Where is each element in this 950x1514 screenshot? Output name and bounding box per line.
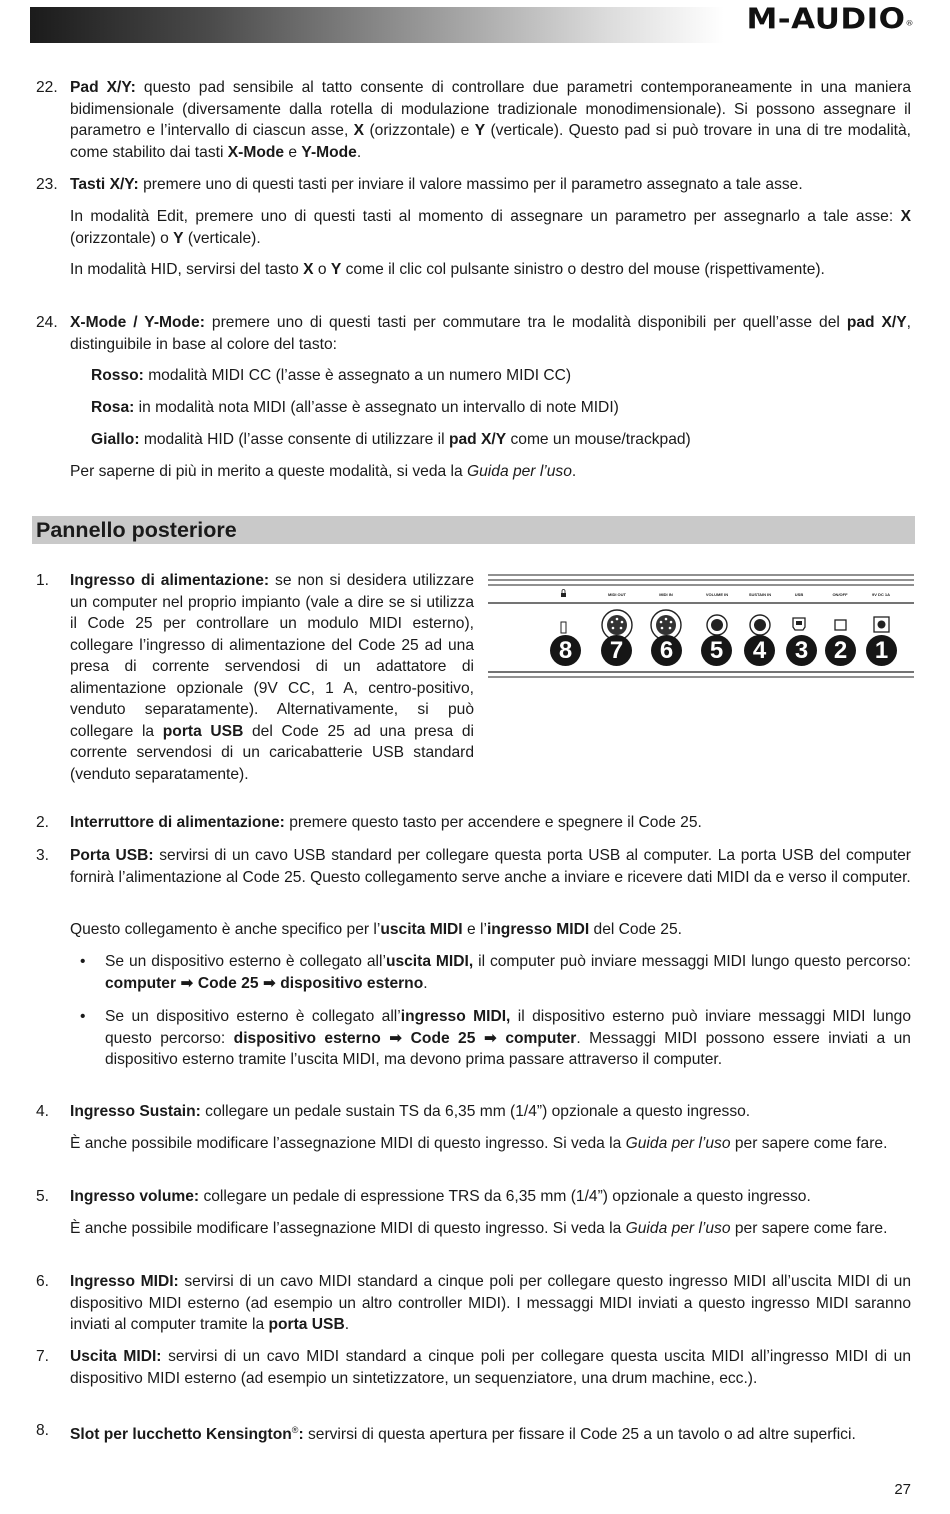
mode-giallo: Giallo: modalità HID (l’asse consente di utilizzare il pad X/Y come un mouse/trackpad) (91, 431, 691, 448)
callout-badge-4: 4 (744, 635, 775, 666)
label-dc: 9V DC 1A (871, 592, 891, 597)
label-on-off: ON/OFF (832, 592, 848, 597)
item-number: 2. (36, 814, 50, 831)
dc-jack (874, 617, 889, 632)
arrow-icon: ➡ (389, 1029, 403, 1047)
bullet: • (80, 953, 86, 970)
callout-badge-8: 8 (550, 635, 581, 666)
item-number: 1. (36, 572, 50, 589)
callout-badge-3: 3 (786, 635, 817, 666)
rear-4-paragraph: È anche possibile modificare l’assegnazione MIDI di questo ingresso. Si veda la Guida per l’uso per sapere come fare. (70, 1135, 888, 1152)
label-volume-in: VOLUME IN (705, 592, 729, 597)
item-number: 23. (36, 176, 58, 193)
label-midi-in: MIDI IN (659, 592, 673, 597)
item-24-more: Per saperne di più in merito a queste modalità, si veda la Guida per l’uso. (70, 463, 577, 480)
item-23-paragraph: In modalità Edit, premere uno di questi tasti al momento di assegnare un parametro per assegnarlo a tale asse: X (orizzontale) o Y (verticale). (70, 208, 911, 247)
item-number: 22. (36, 79, 58, 96)
label-sustain-in: SUSTAIN IN (748, 592, 772, 597)
item-24-text: X-Mode / Y-Mode: premere uno di questi tasti per commutare tra le modalità disponibili per quell’asse del pad X/Y, distinguibile in base al colore del tasto: (70, 314, 911, 353)
rear-6-text: Ingresso MIDI: servirsi di un cavo MIDI standard a cinque poli per collegare questo ingresso MIDI all’uscita MIDI di un dispositivo MIDI esterno (ad esempio un altro controller MIDI). I messaggi MIDI inviati a questo ingresso MIDI saranno inviati al computer tramite la porta USB. (70, 1273, 911, 1333)
item-number: 4. (36, 1103, 50, 1120)
item-number: 8. (36, 1422, 50, 1439)
callout-badge-5: 5 (701, 635, 732, 666)
item-number: 3. (36, 847, 50, 864)
section-title: Pannello posteriore (36, 518, 237, 542)
label-usb: USB (794, 592, 804, 597)
brand-logo: M-AUDIO® (746, 2, 914, 36)
item-number: 6. (36, 1273, 50, 1290)
item-number: 7. (36, 1348, 50, 1365)
mode-rosso: Rosso: modalità MIDI CC (l’asse è assegnato a un numero MIDI CC) (91, 367, 572, 384)
rear-3-paragraph: Questo collegamento è anche specifico per l’uscita MIDI e l’ingresso MIDI del Code 25. (70, 921, 682, 938)
item-23-paragraph: In modalità HID, servirsi del tasto X o Y come il clic col pulsante sinistro o destro del mouse (rispettivamente). (70, 261, 825, 278)
sustain-jack (750, 615, 770, 635)
callout-badge-1: 1 (866, 635, 897, 666)
lock-icon (561, 590, 566, 598)
arrow-icon: ➡ (180, 974, 194, 992)
rear-2-text: Interruttore di alimentazione: premere questo tasto per accendere e spegnere il Code 25. (70, 814, 702, 831)
rear-1-text: Ingresso di alimentazione: se non si desidera utilizzare un computer nel proprio impianto (vale a dire se si utilizza il Code 25 per controllare un modulo MIDI esterno), collegare l’ingresso di alimentazione del Code 25 ad una presa di corrente servendosi di un adattatore di alimentazione opzionale (9V CC, 1 A, centro-positivo, venduto separatamente). Alternativamente, si può collegare la porta USB del Code 25 ad una presa di corrente servendosi di un caricabatterie USB standard (venduto separatamente). (70, 572, 474, 783)
rear-8-text: Slot per lucchetto Kensington®: servirsi di questa apertura per fissare il Code 25 a un tavolo o ad altre superfici. (70, 1425, 856, 1444)
label-midi-out: MIDI OUT (608, 592, 626, 597)
usb-port (793, 618, 805, 630)
bullet: • (80, 1008, 86, 1025)
arrow-icon: ➡ (483, 1029, 497, 1047)
item-22-text: Pad X/Y: questo pad sensibile al tatto consente di controllare due parametri contemporaneamente in una maniera bidimensionale (diversamente dalla rotella di modulazione tradizionale monodimensionale). Si possono assegnare il parametro e l’intervallo di ciascun asse, X (orizzontale) e Y (verticale). Questo pad si può trovare in una di tre modalità, come stabilito dai tasti X-Mode e Y-Mode. (70, 79, 911, 161)
volume-jack (707, 615, 727, 635)
page-number: 27 (894, 1481, 911, 1498)
rear-3-bullet-2: Se un dispositivo esterno è collegato all’ingresso MIDI, il dispositivo esterno può inviare messaggi MIDI lungo questo percorso: dispositivo esterno ➡ Code 25 ➡ computer. Messaggi MIDI possono essere inviati a un dispositivo esterno tramite l’uscita MIDI, ma devono prima passare attraverso il computer. (105, 1008, 912, 1068)
arrow-icon: ➡ (262, 974, 276, 992)
item-number: 24. (36, 314, 58, 331)
item-23-text: Tasti X/Y: premere uno di questi tasti per inviare il valore massimo per il parametro assegnato a tale asse. (70, 176, 803, 193)
callout-badge-2: 2 (825, 635, 856, 666)
callout-badge-6: 6 (651, 635, 682, 666)
rear-5-text: Ingresso volume: collegare un pedale di espressione TRS da 6,35 mm (1/4”) opzionale a questo ingresso. (70, 1188, 811, 1205)
item-number: 5. (36, 1188, 50, 1205)
power-switch (835, 620, 846, 630)
rear-panel-illustration (488, 572, 914, 682)
rear-3-bullet-1: Se un dispositivo esterno è collegato all’uscita MIDI, il computer può inviare messaggi MIDI lungo questo percorso: computer ➡ Code 25 ➡ dispositivo esterno. (105, 953, 912, 992)
rear-4-text: Ingresso Sustain: collegare un pedale sustain TS da 6,35 mm (1/4”) opzionale a questo ingresso. (70, 1103, 751, 1120)
rear-panel-drawing (488, 572, 914, 682)
rear-7-text: Uscita MIDI: servirsi di un cavo MIDI standard a cinque poli per collegare questa uscita MIDI all’ingresso MIDI di un dispositivo MIDI esterno (ad esempio un sintetizzatore, un sequenziatore, una drum machine, ecc.). (70, 1348, 911, 1387)
kensington-slot (561, 622, 566, 633)
rear-3-text: Porta USB: servirsi di un cavo USB standard per collegare questa porta USB al computer. La porta USB del computer fornirà l’alimentazione al Code 25. Questo collegamento serve anche a inviare e ricevere dati MIDI da e verso il computer. (70, 847, 911, 886)
mode-rosa: Rosa: in modalità nota MIDI (all’asse è assegnato un intervallo di note MIDI) (91, 399, 619, 416)
callout-badge-7: 7 (601, 635, 632, 666)
rear-5-paragraph: È anche possibile modificare l’assegnazione MIDI di questo ingresso. Si veda la Guida per l’uso per sapere come fare. (70, 1220, 888, 1237)
